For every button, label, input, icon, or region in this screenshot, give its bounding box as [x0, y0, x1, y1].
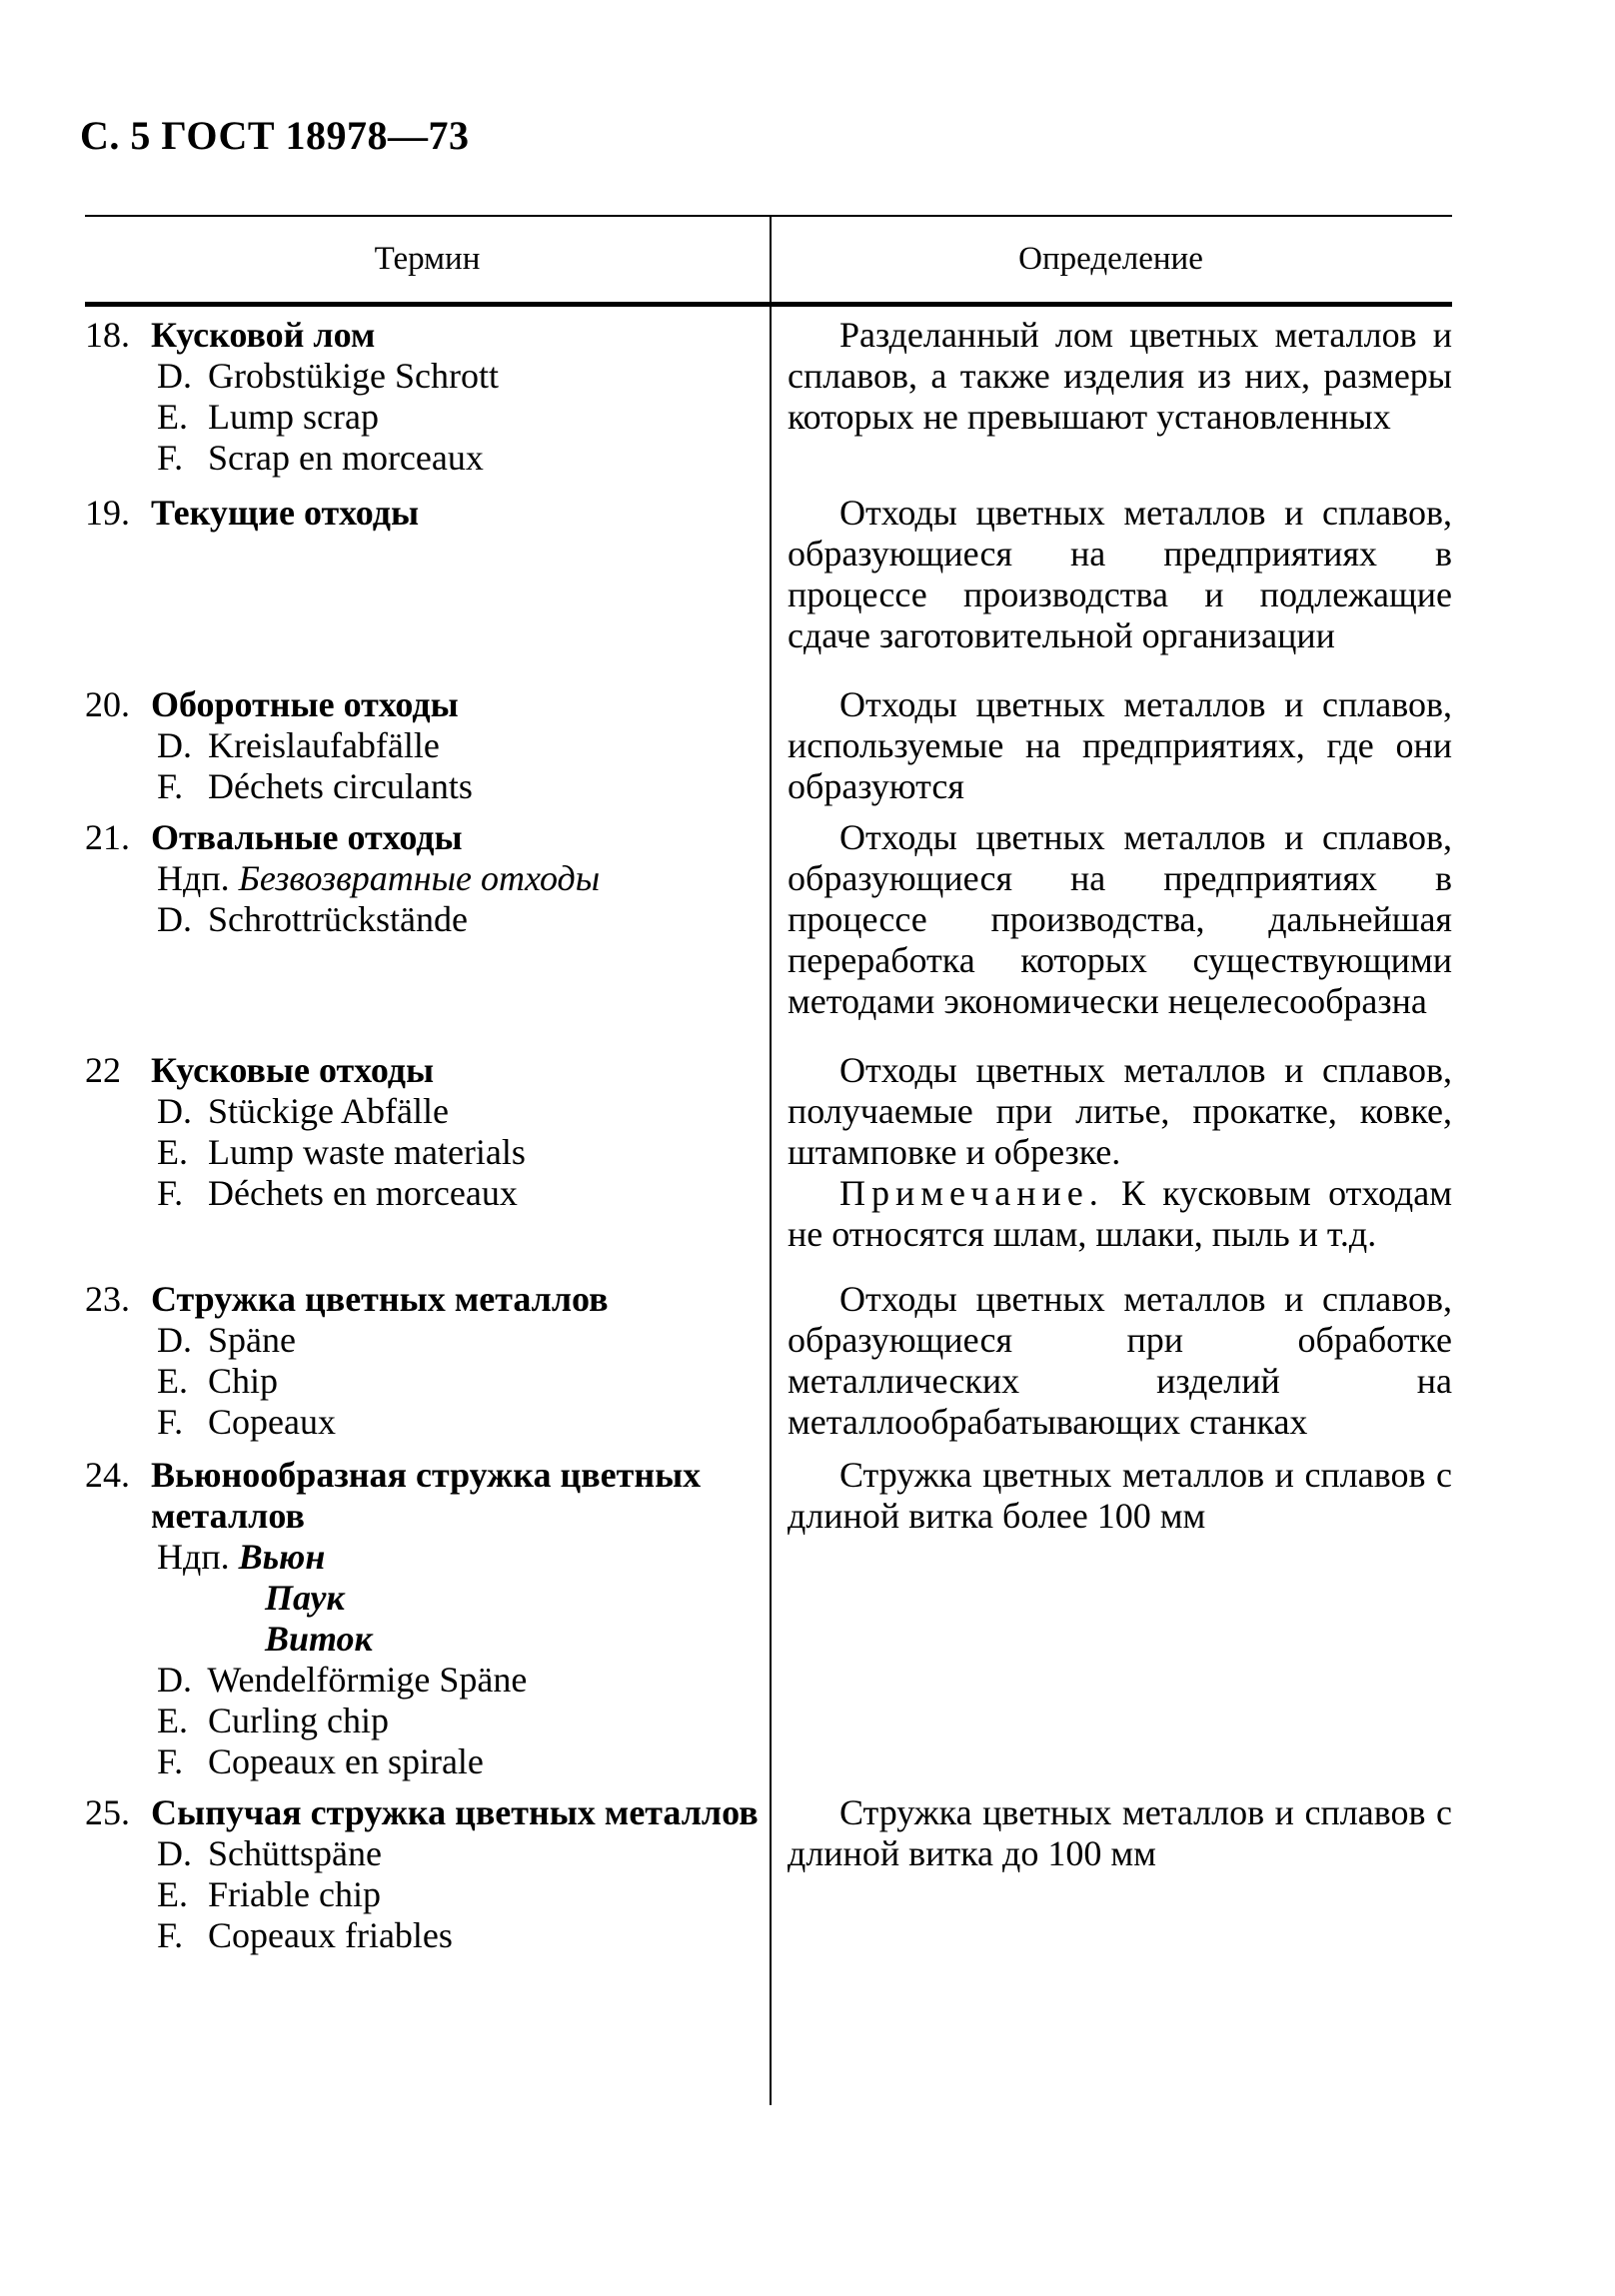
term-name: Вьюнообразная стружка цветных металлов	[151, 1455, 702, 1536]
language-code: D.	[157, 899, 192, 939]
language-code: F.	[157, 1173, 184, 1213]
term-cell	[85, 1050, 770, 1255]
equivalent-term: Chip	[208, 1361, 279, 1401]
equivalent-term: Friable chip	[208, 1874, 381, 1914]
foreign-equivalent	[85, 1874, 770, 1915]
language-code: E.	[157, 397, 188, 437]
foreign-equivalent	[85, 766, 770, 807]
note-label: Примечание.	[839, 1173, 1104, 1213]
term-cell	[85, 817, 770, 1022]
equivalent-term: Lump waste materials	[208, 1132, 526, 1172]
foreign-equivalent	[85, 899, 770, 940]
term-number: 19.	[85, 493, 130, 533]
equivalent-term: Copeaux friables	[208, 1915, 453, 1955]
ndp-line	[85, 1619, 770, 1660]
definition-cell	[770, 817, 1452, 1022]
ndp-line	[85, 1537, 770, 1578]
term-name: Сыпучая стружка цветных металлов	[151, 1792, 759, 1832]
definition-cell	[770, 1279, 1452, 1443]
definition-text: Отходы цветных металлов и сплавов, образующиеся при обработке металлических изделий на металлообрабатывающих станках	[788, 1279, 1452, 1442]
definition-cell	[770, 493, 1452, 656]
foreign-equivalent	[85, 1741, 770, 1782]
term-number: 24.	[85, 1455, 130, 1495]
definition-text: Стружка цветных металлов и сплавов с длиной витка до 100 мм	[788, 1792, 1452, 1873]
equivalent-term: Curling chip	[208, 1701, 389, 1740]
equivalent-term: Grobstükige Schrott	[208, 356, 499, 396]
ndp-term: Безвозвратные отходы	[238, 858, 601, 898]
term-line	[85, 684, 770, 725]
ndp-term: Вьюн	[238, 1537, 326, 1577]
table-header	[85, 217, 1452, 307]
term-line	[85, 817, 770, 858]
definition-cell	[770, 684, 1452, 807]
term-name: Отвальные отходы	[151, 817, 463, 857]
term-cell	[85, 684, 770, 807]
term-cell	[85, 493, 770, 656]
term-cell	[85, 315, 770, 479]
term-number: 25.	[85, 1792, 130, 1832]
foreign-equivalent	[85, 1915, 770, 1956]
language-code: E.	[157, 1701, 188, 1740]
definition-text: Разделанный лом цветных металлов и сплавов, а также изделия из них, размеры которых не превышают установленных	[788, 315, 1452, 437]
equivalent-term: Schrottrückstände	[208, 899, 468, 939]
equivalent-term: Copeaux	[208, 1402, 336, 1442]
definition-text: Отходы цветных металлов и сплавов, образующиеся на предприятиях в процессе производства и подлежащие сдаче заготовительной организации	[788, 493, 1452, 655]
language-code: D.	[157, 1660, 192, 1700]
language-code: E.	[157, 1132, 188, 1172]
language-code: F.	[157, 1402, 184, 1442]
table-row	[85, 684, 1452, 807]
term-number: 18.	[85, 315, 130, 355]
term-name: Кусковые отходы	[151, 1050, 435, 1090]
terms-table	[85, 215, 1452, 1956]
definition-text: Отходы цветных металлов и сплавов, образующиеся на предприятиях в процессе производства, дальнейшая переработка которых существующими методами экономически нецелесообразна	[788, 817, 1452, 1021]
foreign-equivalent	[85, 397, 770, 438]
ndp-line	[85, 858, 770, 899]
definition-cell	[770, 315, 1452, 479]
language-code: D.	[157, 1833, 192, 1873]
table-row	[85, 315, 1452, 479]
definition-text: Отходы цветных металлов и сплавов, используемые на предприятиях, где они образуются	[788, 684, 1452, 806]
note-text: К кусковым отходам не относятся шлам, шлаки, пыль и т.д.	[788, 1173, 1452, 1254]
definition-text: Отходы цветных металлов и сплавов, получаемые при литье, прокатке, ковке, штамповке и обрезке.	[788, 1050, 1452, 1172]
equivalent-term: Stückige Abfälle	[208, 1091, 449, 1131]
language-code: F.	[157, 1915, 184, 1955]
language-code: E.	[157, 1874, 188, 1914]
term-line	[85, 493, 770, 534]
term-number: 22	[85, 1050, 121, 1090]
table-row	[85, 1050, 1452, 1255]
term-name: Текущие отходы	[151, 493, 420, 533]
table-row	[85, 1279, 1452, 1443]
language-code: F.	[157, 438, 184, 478]
equivalent-term: Déchets circulants	[208, 766, 473, 806]
equivalent-term: Kreislaufabfälle	[208, 725, 440, 765]
column-header-definition: Определение	[1018, 241, 1203, 277]
ndp-label: Ндп.	[157, 1537, 230, 1577]
foreign-equivalent	[85, 1833, 770, 1874]
definition-cell	[770, 1050, 1452, 1255]
equivalent-term: Déchets en morceaux	[208, 1173, 518, 1213]
ndp-term: Паук	[265, 1578, 345, 1618]
term-line	[85, 1050, 770, 1091]
term-name: Оборотные отходы	[151, 684, 459, 724]
page-header: С. 5 ГОСТ 18978—73	[80, 113, 470, 158]
foreign-equivalent	[85, 1361, 770, 1402]
equivalent-term: Wendelförmige Späne	[207, 1660, 528, 1700]
term-name: Кусковой лом	[151, 315, 376, 355]
term-line	[85, 1279, 770, 1320]
definition-cell	[770, 1455, 1452, 1782]
foreign-equivalent	[85, 1320, 770, 1361]
language-code: D.	[157, 356, 192, 396]
equivalent-term: Copeaux en spirale	[208, 1741, 484, 1781]
term-name: Стружка цветных металлов	[151, 1279, 609, 1319]
equivalent-term: Späne	[208, 1320, 296, 1360]
foreign-equivalent	[85, 1701, 770, 1741]
foreign-equivalent	[85, 1402, 770, 1443]
table-body	[85, 307, 1452, 1956]
definition-cell	[770, 1792, 1452, 1956]
table-row	[85, 1792, 1452, 1956]
foreign-equivalent	[85, 1132, 770, 1173]
language-code: E.	[157, 1361, 188, 1401]
ndp-term: Виток	[265, 1619, 373, 1659]
definition-note	[788, 1173, 1452, 1255]
table-row	[85, 1455, 1452, 1782]
foreign-equivalent	[85, 1173, 770, 1214]
table-row	[85, 493, 1452, 656]
term-number: 21.	[85, 817, 130, 857]
language-code: D.	[157, 1091, 192, 1131]
language-code: D.	[157, 1320, 192, 1360]
term-line	[85, 1455, 770, 1537]
language-code: F.	[157, 766, 184, 806]
foreign-equivalent	[85, 1091, 770, 1132]
foreign-equivalent	[85, 1660, 770, 1701]
equivalent-term: Lump scrap	[208, 397, 379, 437]
term-cell	[85, 1279, 770, 1443]
ndp-label: Ндп.	[157, 858, 230, 898]
definition-text: Стружка цветных металлов и сплавов с длиной витка более 100 мм	[788, 1455, 1452, 1536]
table-row	[85, 817, 1452, 1022]
term-number: 23.	[85, 1279, 130, 1319]
equivalent-term: Schüttspäne	[208, 1833, 382, 1873]
term-cell	[85, 1455, 770, 1782]
term-number: 20.	[85, 684, 130, 724]
equivalent-term: Scrap en morceaux	[208, 438, 484, 478]
column-header-term: Термин	[374, 241, 481, 277]
foreign-equivalent	[85, 725, 770, 766]
language-code: D.	[157, 725, 192, 765]
term-line	[85, 1792, 770, 1833]
term-line	[85, 315, 770, 356]
foreign-equivalent	[85, 438, 770, 479]
foreign-equivalent	[85, 356, 770, 397]
language-code: F.	[157, 1741, 184, 1781]
term-cell	[85, 1792, 770, 1956]
ndp-line	[85, 1578, 770, 1619]
